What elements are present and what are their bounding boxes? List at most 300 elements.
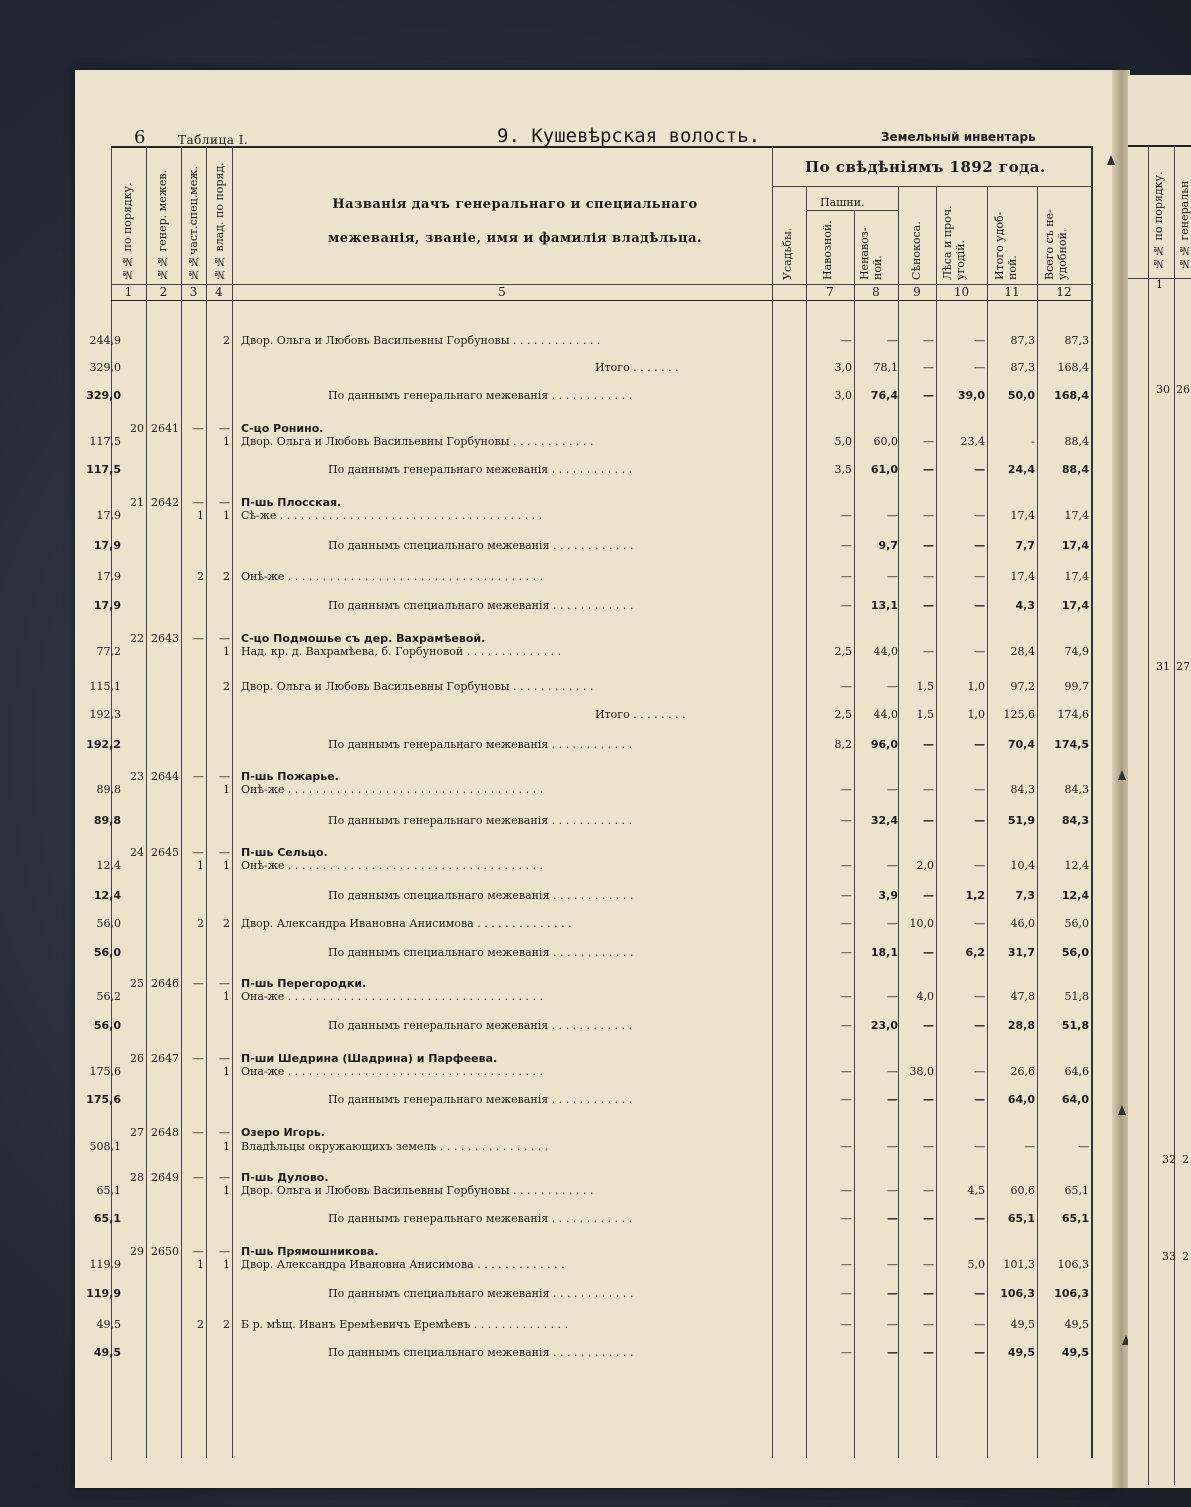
value-col-8: 44,0 <box>873 645 898 658</box>
value-col-12: 51,8 <box>1061 1019 1089 1032</box>
value-col-7: 8,2 <box>834 738 852 751</box>
column-title-line1: Названія дачъ генеральнаго и специальнаго <box>332 197 698 212</box>
value-col-13: 117,5 <box>89 435 121 448</box>
cell-c2: 2650 <box>151 1245 179 1258</box>
cell-c4: 2 <box>223 1318 230 1331</box>
value-col-7: — <box>841 1184 852 1197</box>
value-col-13: 192,3 <box>89 708 121 721</box>
summary-label: Итого . . . . . . . . <box>595 708 686 721</box>
value-col-12: 49,5 <box>1061 1346 1089 1359</box>
value-col-12: 87,3 <box>1064 334 1089 347</box>
value-col-13: 119,9 <box>86 1287 121 1300</box>
value-col-8: — <box>887 570 898 583</box>
value-col-7: — <box>841 539 852 552</box>
value-col-8: — <box>887 1140 898 1153</box>
cell-c3: — <box>193 846 204 859</box>
cell-c3: — <box>193 1171 204 1184</box>
value-col-12: 174,5 <box>1054 738 1089 751</box>
value-col-9: — <box>923 1212 934 1225</box>
value-col-12: 56,0 <box>1064 917 1089 930</box>
summary-label: По даннымъ специальнаго межеванія . . . . . . . . . . . . <box>328 1287 634 1300</box>
cell-c4: 1 <box>223 1065 230 1078</box>
col-line <box>1091 146 1093 1458</box>
value-col-13: 115,1 <box>89 680 121 693</box>
owner-name: Онѣ-же . . . . . . . . . . . . . . . . . . . . . . . . . . . . . . . . . . . . . <box>241 859 544 872</box>
value-col-10: 39,0 <box>957 389 985 402</box>
value-col-9: — <box>923 814 934 827</box>
value-col-10: — <box>974 990 985 1003</box>
value-col-9: 1,5 <box>916 680 934 693</box>
value-col-11: 24,4 <box>1007 463 1035 476</box>
value-col-7: — <box>841 680 852 693</box>
table-row <box>75 814 1089 832</box>
summary-label: По даннымъ генеральнаго межеванія . . . . . . . . . . . . <box>328 1212 633 1225</box>
value-col-10: — <box>974 570 985 583</box>
column-title <box>245 188 785 256</box>
table-row <box>75 1318 1089 1336</box>
cell-c1: 29 <box>130 1245 144 1258</box>
value-col-12: 174,6 <box>1057 708 1089 721</box>
owner-name: Двор. Ольга и Любовь Васильевны Горбуновы . . . . . . . . . . . . <box>241 1184 594 1197</box>
estate-name: П-шь Дулово. <box>241 1171 329 1184</box>
row-line <box>111 300 1091 301</box>
value-col-11: 28,4 <box>1010 645 1035 658</box>
value-col-10: — <box>974 1093 985 1106</box>
value-col-10: — <box>974 599 985 612</box>
cell-c1: 21 <box>130 496 144 509</box>
value-col-8: — <box>887 1212 898 1225</box>
value-col-7: 3,5 <box>834 463 852 476</box>
estate-name: Озеро Игорь. <box>241 1126 325 1139</box>
value-col-13: 329,0 <box>86 389 121 402</box>
value-col-11: 65,1 <box>1007 1212 1035 1225</box>
value-col-12: 64,0 <box>1061 1093 1089 1106</box>
cell-c1: 23 <box>130 770 144 783</box>
value-col-13: 17,9 <box>96 570 121 583</box>
value-col-10: — <box>974 645 985 658</box>
value-col-8: — <box>887 1318 898 1331</box>
table-row <box>75 1258 1089 1276</box>
estate-name: П-ши Шедрина (Шадрина) и Парфеева. <box>241 1052 498 1065</box>
value-col-11: 106,3 <box>1000 1287 1035 1300</box>
value-col-8: — <box>887 509 898 522</box>
owner-name: Над. кр. д. Вахрамѣева, б. Горбуновой . . . . . . . . . . . . . . <box>241 645 562 658</box>
cell-c4: — <box>219 770 230 783</box>
table-row <box>75 361 1089 379</box>
table-row <box>75 599 1089 617</box>
table-row <box>75 990 1089 1008</box>
value-col-10: — <box>974 1140 985 1153</box>
value-col-10: 4,5 <box>967 1184 985 1197</box>
header-nenavoznoi: Ненавоз-ной. <box>858 227 884 280</box>
value-col-11: 51,9 <box>1007 814 1035 827</box>
value-col-10: — <box>974 539 985 552</box>
table-row <box>75 570 1089 588</box>
value-col-12: 17,4 <box>1064 509 1089 522</box>
value-col-10: — <box>974 1065 985 1078</box>
value-col-11: 87,3 <box>1010 361 1035 374</box>
row-line <box>772 186 1091 187</box>
value-col-11: 97,2 <box>1010 680 1035 693</box>
owner-name: Двор. Александра Ивановна Анисимова . . . . . . . . . . . . . . <box>241 917 572 930</box>
value-col-10: — <box>974 738 985 751</box>
colnum-3: 3 <box>189 285 198 299</box>
value-col-7: — <box>841 509 852 522</box>
header-c2: №№ генер. межев. <box>156 169 169 281</box>
value-col-7: — <box>841 599 852 612</box>
owner-name: Б р. мѣщ. Иванъ Еремѣевичъ Еремѣевъ . . . . . . . . . . . . . . <box>241 1318 569 1331</box>
cell-c2: 2642 <box>151 496 179 509</box>
colnum-11: 11 <box>1004 285 1020 299</box>
table-row <box>75 1093 1089 1111</box>
value-col-8: 18,1 <box>870 946 898 959</box>
table-row <box>75 509 1089 527</box>
value-col-7: — <box>841 570 852 583</box>
table-label: Таблица I. <box>178 133 249 147</box>
estate-name: П-шь Пожарье. <box>241 770 339 783</box>
table-row <box>75 1019 1089 1037</box>
estate-name: П-шь Перегородки. <box>241 977 367 990</box>
cell-c3: — <box>193 422 204 435</box>
owner-name: Онѣ-же . . . . . . . . . . . . . . . . . . . . . . . . . . . . . . . . . . . . . <box>241 570 544 583</box>
value-col-10: 1,0 <box>967 708 985 721</box>
table-row <box>75 708 1089 726</box>
value-col-9: — <box>923 1258 934 1271</box>
value-col-12: 49,5 <box>1064 1318 1089 1331</box>
value-col-7: — <box>841 889 852 902</box>
value-col-13: 49,5 <box>93 1346 121 1359</box>
owner-name: Владѣльцы окружающихъ земель . . . . . . . . . . . . . . . . <box>241 1140 549 1153</box>
cell-c1: 25 <box>130 977 144 990</box>
value-col-11: 10,4 <box>1010 859 1035 872</box>
value-col-8: 78,1 <box>873 361 898 374</box>
inventory-label: Земельный инвентарь <box>881 130 1036 144</box>
value-col-12: 64,6 <box>1064 1065 1089 1078</box>
value-col-8: — <box>887 859 898 872</box>
value-col-13: 175,6 <box>89 1065 121 1078</box>
value-col-12: 106,3 <box>1057 1258 1089 1271</box>
facing-header-1: №№ по порядку. <box>1152 171 1165 270</box>
value-col-13: 65,1 <box>96 1184 121 1197</box>
value-col-11: 26,6 <box>1010 1065 1035 1078</box>
value-col-13: 56,0 <box>93 1019 121 1032</box>
header-c4: №№ влад. по поряд. <box>213 162 226 281</box>
value-col-13: 77,2 <box>96 645 121 658</box>
value-col-11: 17,4 <box>1010 509 1035 522</box>
cell-c3: 2 <box>197 570 204 583</box>
cell-c2: 2645 <box>151 846 179 859</box>
pashni-header: Пашни. <box>820 196 865 209</box>
value-col-9: — <box>923 334 934 347</box>
value-col-8: — <box>887 1093 898 1106</box>
value-col-9: — <box>923 1318 934 1331</box>
estate-name: П-шь Плосская. <box>241 496 342 509</box>
value-col-11: 101,3 <box>1003 1258 1035 1271</box>
cell-c1: 28 <box>130 1171 144 1184</box>
cell-c3: — <box>193 632 204 645</box>
value-col-8: — <box>887 917 898 930</box>
owner-name: Онѣ-же . . . . . . . . . . . . . . . . . . . . . . . . . . . . . . . . . . . . . <box>241 783 544 796</box>
cell-c2: 2646 <box>151 977 179 990</box>
owner-name: Она-же . . . . . . . . . . . . . . . . . . . . . . . . . . . . . . . . . . . . . <box>241 990 544 1003</box>
value-col-12: 17,4 <box>1061 599 1089 612</box>
value-col-9: — <box>923 889 934 902</box>
value-col-11: 87,3 <box>1010 334 1035 347</box>
value-col-13: 117,5 <box>86 463 121 476</box>
cell-c3: 2 <box>197 1318 204 1331</box>
header-c3: №№част.спец.меж. <box>187 166 200 281</box>
facing-ref-b: 2 <box>1182 1250 1189 1263</box>
value-col-10: 6,2 <box>965 946 985 959</box>
value-col-12: 65,1 <box>1064 1184 1089 1197</box>
table-row <box>75 1140 1089 1158</box>
facing-page <box>1128 75 1191 1488</box>
cell-c4: — <box>219 1052 230 1065</box>
cell-c4: 2 <box>223 917 230 930</box>
value-col-9: — <box>923 1346 934 1359</box>
cell-c4: — <box>219 632 230 645</box>
estate-name: С-цо Подмошье съ дер. Вахрамѣевой. <box>241 632 486 645</box>
value-col-9: — <box>923 509 934 522</box>
header-vsego: Всего съ не-удобной. <box>1043 209 1069 280</box>
col-line <box>1148 145 1149 1485</box>
cell-c4: 2 <box>223 334 230 347</box>
value-col-13: 56,0 <box>93 946 121 959</box>
estate-name: С-цо Ронино. <box>241 422 324 435</box>
ledger-page <box>75 70 1115 1488</box>
cell-c1: 22 <box>130 632 144 645</box>
owner-name: Двор. Ольга и Любовь Васильевны Горбуновы . . . . . . . . . . . . . <box>241 334 601 347</box>
colnum-5: 5 <box>498 285 506 299</box>
summary-label: По даннымъ генеральнаго межеванія . . . . . . . . . . . . <box>328 463 633 476</box>
value-col-10: — <box>974 1318 985 1331</box>
value-col-7: 3,0 <box>834 361 852 374</box>
value-col-9: — <box>923 539 934 552</box>
value-col-10: — <box>974 361 985 374</box>
value-col-11: - <box>1031 435 1035 448</box>
value-col-8: 61,0 <box>870 463 898 476</box>
value-col-10: — <box>974 859 985 872</box>
cell-c2: 2647 <box>151 1052 179 1065</box>
value-col-8: 44,0 <box>873 708 898 721</box>
value-col-8: — <box>887 990 898 1003</box>
cell-c4: 1 <box>223 645 230 658</box>
colnum-12: 12 <box>1056 285 1072 299</box>
value-col-12: 17,4 <box>1061 539 1089 552</box>
value-col-9: — <box>923 946 934 959</box>
value-col-13: 89,8 <box>93 814 121 827</box>
value-col-13: 192,2 <box>86 738 121 751</box>
cell-c4: — <box>219 1126 230 1139</box>
header-c1: №№ по порядку. <box>121 182 134 281</box>
cell-c4: 1 <box>223 435 230 448</box>
value-col-8: 76,4 <box>870 389 898 402</box>
value-col-8: 32,4 <box>870 814 898 827</box>
value-col-7: — <box>841 1318 852 1331</box>
table-row <box>75 1065 1089 1083</box>
value-col-12: 168,4 <box>1054 389 1089 402</box>
value-col-13: 244,9 <box>89 334 121 347</box>
table-row <box>75 645 1089 663</box>
value-col-13: 65,1 <box>93 1212 121 1225</box>
cell-c3: — <box>193 496 204 509</box>
table-row <box>75 334 1089 352</box>
value-col-7: — <box>841 1258 852 1271</box>
table-row <box>75 435 1089 453</box>
value-col-10: — <box>974 1287 985 1300</box>
value-col-13: 89,8 <box>96 783 121 796</box>
value-col-11: 70,4 <box>1007 738 1035 751</box>
value-col-13: 119,9 <box>89 1258 121 1271</box>
table-row <box>75 539 1089 557</box>
value-col-13: 56,0 <box>96 917 121 930</box>
volost-title: 9. Кушевѣрская волость. <box>497 125 761 147</box>
value-col-11: 60,6 <box>1010 1184 1035 1197</box>
colnum-4: 4 <box>215 285 223 299</box>
estate-name: П-шь Прямошникова. <box>241 1245 379 1258</box>
value-col-8: — <box>887 1287 898 1300</box>
value-col-10: 1,0 <box>967 680 985 693</box>
value-col-7: — <box>841 1346 852 1359</box>
value-col-9: — <box>923 361 934 374</box>
cell-c1: 20 <box>130 422 144 435</box>
value-col-7: 5,0 <box>834 435 852 448</box>
table-row <box>75 1287 1089 1305</box>
value-col-13: 49,5 <box>96 1318 121 1331</box>
cell-c4: 1 <box>223 1140 230 1153</box>
summary-label: Итого . . . . . . . <box>595 361 679 374</box>
cell-c4: 1 <box>223 1258 230 1271</box>
svedeniya-header: По свѣдѣніямъ 1892 года. <box>805 158 1046 176</box>
value-col-11: — <box>1024 1140 1035 1153</box>
header-usadby: Усадьбы. <box>781 227 794 280</box>
colnum-2: 2 <box>159 285 168 299</box>
value-col-8: — <box>887 1346 898 1359</box>
value-col-10: — <box>974 1346 985 1359</box>
value-col-9: — <box>923 1140 934 1153</box>
cell-c3: — <box>193 1052 204 1065</box>
value-col-12: — <box>1078 1140 1089 1153</box>
facing-ref-b: 27 <box>1176 660 1190 673</box>
value-col-11: 28,8 <box>1007 1019 1035 1032</box>
value-col-12: 106,3 <box>1054 1287 1089 1300</box>
owner-name: Она-же . . . . . . . . . . . . . . . . . . . . . . . . . . . . . . . . . . . . . <box>241 1065 544 1078</box>
value-col-12: 65,1 <box>1061 1212 1089 1225</box>
row-line <box>806 210 898 211</box>
col-line <box>1174 145 1175 1485</box>
value-col-13: 329,0 <box>89 361 121 374</box>
value-col-9: — <box>923 645 934 658</box>
value-col-8: — <box>887 334 898 347</box>
value-col-9: — <box>923 435 934 448</box>
value-col-11: 7,7 <box>1015 539 1035 552</box>
cell-c2: 2643 <box>151 632 179 645</box>
colnum-9: 9 <box>913 285 921 299</box>
value-col-12: 12,4 <box>1064 859 1089 872</box>
owner-name: Двор. Александра Ивановна Анисимова . . . . . . . . . . . . . <box>241 1258 565 1271</box>
cell-c4: — <box>219 846 230 859</box>
value-col-8: — <box>887 1258 898 1271</box>
table-row <box>75 889 1089 907</box>
table-row <box>75 738 1089 756</box>
cell-c4: 1 <box>223 1184 230 1197</box>
value-col-12: 99,7 <box>1064 680 1089 693</box>
value-col-13: 12,4 <box>96 859 121 872</box>
header-senokosa: Сѣнокоса. <box>910 221 923 280</box>
value-col-10: — <box>974 783 985 796</box>
row-line <box>1128 145 1191 147</box>
cell-c4: 2 <box>223 680 230 693</box>
cell-c3: — <box>193 770 204 783</box>
value-col-9: 1,5 <box>916 708 934 721</box>
value-col-13: 56,2 <box>96 990 121 1003</box>
summary-label: По даннымъ генеральнаго межеванія . . . . . . . . . . . . <box>328 738 633 751</box>
estate-name: П-шь Сельцо. <box>241 846 328 859</box>
cell-c3: 2 <box>197 917 204 930</box>
value-col-7: — <box>841 1093 852 1106</box>
value-col-10: — <box>974 509 985 522</box>
table-row <box>75 680 1089 698</box>
owner-name: Двор. Ольга и Любовь Васильевны Горбуновы . . . . . . . . . . . . <box>241 435 594 448</box>
value-col-12: 56,0 <box>1061 946 1089 959</box>
value-col-13: 17,9 <box>93 599 121 612</box>
table-row <box>75 783 1089 801</box>
value-col-11: 47,8 <box>1010 990 1035 1003</box>
facing-ref-a: 31 <box>1156 660 1170 673</box>
facing-ref-a: 32 <box>1162 1153 1176 1166</box>
cell-c4: 1 <box>223 783 230 796</box>
value-col-9: 38,0 <box>909 1065 934 1078</box>
value-col-10: — <box>974 334 985 347</box>
table-row <box>75 946 1089 964</box>
value-col-11: 31,7 <box>1007 946 1035 959</box>
value-col-8: 9,7 <box>878 539 898 552</box>
value-col-8: — <box>887 680 898 693</box>
value-col-12: 88,4 <box>1064 435 1089 448</box>
header-itogo: Итого удоб-ной. <box>993 211 1019 280</box>
table-row <box>75 917 1089 935</box>
value-col-10: — <box>974 1019 985 1032</box>
value-col-11: 17,4 <box>1010 570 1035 583</box>
owner-name: Двор. Ольга и Любовь Васильевны Горбуновы . . . . . . . . . . . . <box>241 680 594 693</box>
value-col-9: — <box>923 783 934 796</box>
colnum-8: 8 <box>872 285 880 299</box>
summary-label: По даннымъ генеральнаго межеванія . . . . . . . . . . . . <box>328 1019 633 1032</box>
table-row <box>75 1184 1089 1202</box>
cell-c1: 27 <box>130 1126 144 1139</box>
value-col-13: 508,1 <box>89 1140 121 1153</box>
value-col-8: — <box>887 1065 898 1078</box>
value-col-9: — <box>923 599 934 612</box>
value-col-12: 51,8 <box>1064 990 1089 1003</box>
value-col-8: — <box>887 783 898 796</box>
value-col-11: 49,5 <box>1007 1346 1035 1359</box>
cell-c4: — <box>219 977 230 990</box>
value-col-10: 23,4 <box>960 435 985 448</box>
cell-c3: 1 <box>197 509 204 522</box>
value-col-11: 7,3 <box>1015 889 1035 902</box>
table-row <box>75 463 1089 481</box>
value-col-7: — <box>841 1212 852 1225</box>
value-col-7: — <box>841 1019 852 1032</box>
summary-label: По даннымъ специальнаго межеванія . . . . . . . . . . . . <box>328 1346 634 1359</box>
summary-label: По даннымъ специальнаго межеванія . . . . . . . . . . . . <box>328 599 634 612</box>
cell-c3: — <box>193 1126 204 1139</box>
value-col-8: 13,1 <box>870 599 898 612</box>
cell-c4: — <box>219 1245 230 1258</box>
cell-c2: 2649 <box>151 1171 179 1184</box>
value-col-12: 17,4 <box>1064 570 1089 583</box>
